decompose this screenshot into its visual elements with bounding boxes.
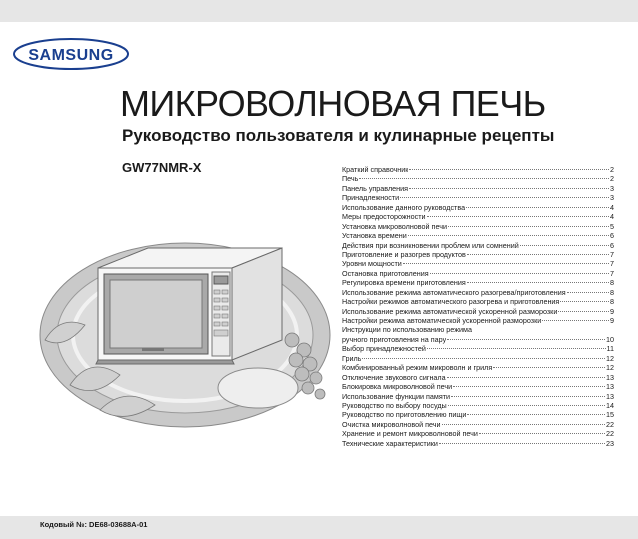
toc-entry-label: Действия при возникновении проблем или сомнений — [342, 240, 519, 250]
toc-entry-label: Очистка микроволновой печи — [342, 419, 441, 429]
toc-entry-label: Выбор принадлежностей — [342, 344, 426, 354]
toc-leader — [467, 254, 609, 255]
toc-leader — [448, 226, 609, 227]
toc-entry-label: Настройки режима автоматической ускоренной разморозки — [342, 316, 542, 325]
toc-entry-label: Краткий справочник — [342, 165, 409, 174]
toc-entry — [342, 325, 614, 334]
toc-entry-page: 10 — [606, 334, 614, 344]
toc-entry — [342, 288, 614, 297]
microwave-base — [96, 360, 234, 364]
brand-name: SAMSUNG — [28, 47, 114, 64]
toc-leader — [479, 433, 605, 434]
toc-entry-label: Руководство по выбору посуды — [342, 400, 447, 410]
microwave-window — [110, 280, 202, 348]
toc-entry-label: Приготовление и разогрев продуктов — [342, 249, 466, 259]
toc-leader — [409, 169, 609, 170]
toc-entry — [342, 212, 614, 221]
toc-leader — [560, 301, 609, 302]
display — [214, 276, 228, 284]
toc-entry-page: 6 — [610, 240, 614, 250]
brand-plate — [142, 348, 164, 351]
toc-entry-page: 9 — [610, 306, 614, 316]
toc-entry-label: Настройки режимов автоматического разогрева и приготовления — [342, 297, 560, 307]
toc-entry-label: Установка микроволновой печи — [342, 221, 447, 231]
toc-entry-label: Отключение звукового сигнала — [342, 372, 446, 382]
toc-entry-page: 12 — [606, 353, 614, 363]
toc-entry-label: Остановка приготовления — [342, 268, 429, 278]
toc-entry-page: 7 — [610, 249, 614, 259]
toc-entry-label: Руководство по приготовлению пищи — [342, 410, 467, 420]
toc-entry — [342, 231, 614, 240]
top-band — [0, 0, 638, 22]
dish — [218, 368, 298, 408]
toc-leader — [362, 358, 605, 359]
toc-entry — [342, 373, 614, 382]
toc-leader — [493, 367, 605, 368]
page-subtitle: Руководство пользователя и кулинарные рецепты — [122, 126, 555, 145]
toc-entry-page: 22 — [606, 419, 614, 429]
toc-entry-page: 5 — [610, 221, 614, 231]
toc-leader — [442, 424, 605, 425]
toc-leader — [542, 320, 609, 321]
toc-entry — [342, 307, 614, 316]
toc-entry-page: 7 — [610, 259, 614, 269]
toc-entry-page: 13 — [606, 372, 614, 382]
toc-entry-page: 3 — [610, 193, 614, 203]
toc-entry-label: Установка времени — [342, 231, 407, 241]
toc-leader — [408, 235, 609, 236]
toc-leader — [520, 245, 609, 246]
toc-entry-label: Регулировка времени приготовления — [342, 278, 466, 288]
toc-entry-page: 4 — [610, 202, 614, 212]
toc-entry — [342, 335, 614, 344]
toc-entry — [342, 278, 614, 287]
toc-leader — [558, 311, 609, 312]
toc-entry — [342, 203, 614, 212]
toc-leader — [439, 443, 605, 444]
toc-entry-page: 11 — [606, 344, 614, 354]
toc-leader — [447, 377, 605, 378]
toc-entry — [342, 269, 614, 278]
toc-entry-page: 7 — [610, 268, 614, 278]
toc-leader — [427, 348, 606, 349]
toc-entry-label: Инструкции по использованию режима — [342, 325, 472, 335]
toc-leader — [567, 292, 609, 293]
toc-entry — [342, 439, 614, 448]
toc-entry-page: 12 — [606, 363, 614, 373]
toc-entry — [342, 193, 614, 202]
toc-entry-page: 22 — [606, 429, 614, 439]
page-title: МИКРОВОЛНОВАЯ ПЕЧЬ — [120, 83, 546, 124]
samsung-logo — [12, 36, 130, 72]
table-of-contents — [342, 165, 614, 448]
toc-leader — [466, 207, 609, 208]
toc-leader — [359, 178, 609, 179]
toc-entry — [342, 429, 614, 438]
toc-entry-page: 4 — [610, 212, 614, 222]
toc-entry-page: 13 — [606, 391, 614, 401]
toc-entry-page: 8 — [610, 287, 614, 297]
toc-entry-label: Уровни мощности — [342, 259, 402, 269]
toc-leader — [409, 188, 609, 189]
toc-entry-label: Использование функции памяти — [342, 391, 451, 401]
toc-entry-label: Панель управления — [342, 183, 409, 193]
toc-entry — [342, 420, 614, 429]
toc-leader — [451, 396, 605, 397]
toc-leader — [453, 386, 605, 387]
toc-entry-label: Технические характеристики — [342, 438, 438, 448]
toc-entry-label: Принадлежности — [342, 193, 400, 203]
toc-entry-page: 3 — [610, 183, 614, 193]
toc-entry — [342, 174, 614, 183]
toc-entry — [342, 241, 614, 250]
toc-leader — [447, 339, 605, 340]
toc-entry-label: ручного приготовления на пару — [342, 334, 447, 344]
model-number: GW77NMR-X — [122, 160, 202, 175]
toc-entry-page: 2 — [610, 165, 614, 174]
toc-entry-page: 6 — [610, 231, 614, 241]
toc-entry — [342, 259, 614, 268]
toc-entry-page: 2 — [610, 174, 614, 184]
toc-entry-label: Гриль — [342, 353, 362, 363]
toc-leader — [448, 405, 605, 406]
toc-entry — [342, 165, 614, 174]
toc-entry-label: Использование режима автоматического разогрева/приготовления — [342, 287, 566, 297]
toc-entry-page: 9 — [610, 316, 614, 325]
toc-entry — [342, 344, 614, 353]
toc-entry — [342, 401, 614, 410]
microwave — [96, 248, 282, 364]
toc-entry-page: 14 — [606, 400, 614, 410]
microwave-illustration — [30, 210, 340, 510]
toc-entry — [342, 410, 614, 419]
toc-entry-page: 15 — [606, 410, 614, 420]
toc-leader — [430, 273, 609, 274]
document-code: Кодовый №: DE68-03688A-01 — [40, 520, 148, 529]
toc-entry — [342, 363, 614, 372]
toc-entry-page: 13 — [606, 382, 614, 392]
toc-entry-label: Меры предосторожности — [342, 212, 426, 222]
toc-entry — [342, 297, 614, 306]
toc-leader — [427, 216, 609, 217]
toc-leader — [400, 197, 609, 198]
toc-entry — [342, 316, 614, 325]
toc-leader — [467, 414, 605, 415]
toc-entry-page: 8 — [610, 278, 614, 288]
toc-entry — [342, 392, 614, 401]
toc-entry-label: Использование данного руководства — [342, 202, 466, 212]
toc-entry — [342, 382, 614, 391]
toc-entry-label: Комбинированный режим микроволн и гриля — [342, 363, 493, 373]
toc-entry-label: Печь — [342, 174, 359, 184]
toc-entry-label: Использование режима автоматической ускоренной разморозки — [342, 306, 558, 316]
microwave-side — [232, 248, 282, 360]
toc-leader — [467, 282, 609, 283]
toc-entry — [342, 184, 614, 193]
toc-entry — [342, 250, 614, 259]
toc-entry — [342, 222, 614, 231]
toc-leader — [403, 263, 609, 264]
toc-entry-page: 23 — [606, 438, 614, 448]
toc-entry-page: 8 — [610, 297, 614, 307]
toc-entry-label: Блокировка микроволновой печи — [342, 382, 453, 392]
toc-entry — [342, 354, 614, 363]
toc-entry-label: Хранение и ремонт микроволновой печи — [342, 429, 478, 439]
